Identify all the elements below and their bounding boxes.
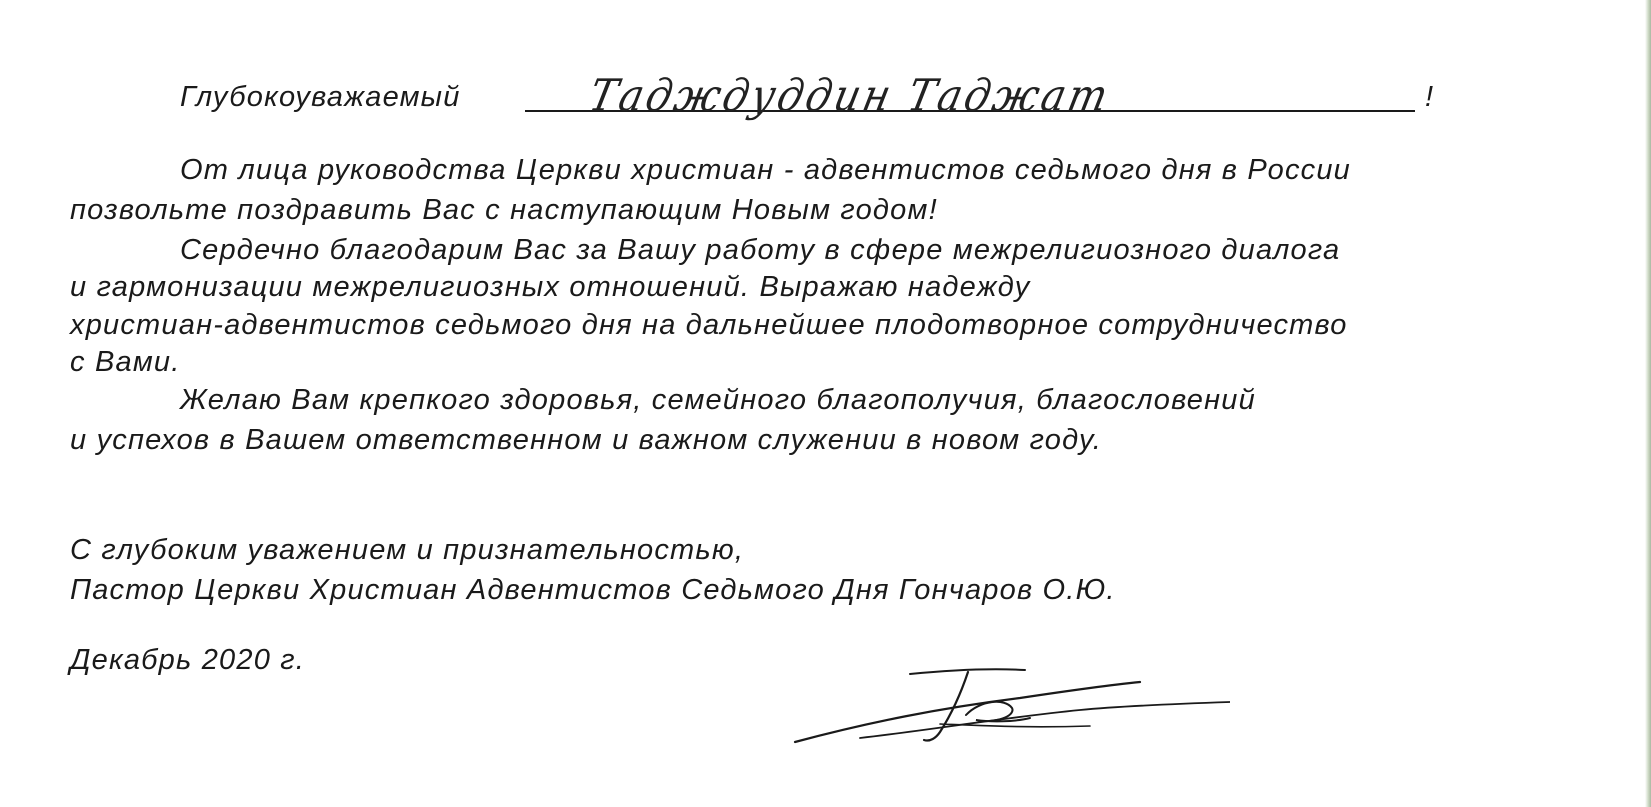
- body-line-3: Сердечно благодарим Вас за Вашу работу в сфере межрелигиозного диалога: [180, 234, 1341, 266]
- salutation-word: Глубокоуважаемый: [180, 81, 461, 113]
- salutation-exclamation: !: [1425, 81, 1434, 113]
- body-line-8: и успехов в Вашем ответственном и важном служении в новом году.: [70, 424, 1103, 456]
- scan-edge: [1645, 0, 1651, 807]
- body-line-4: и гармонизации межрелигиозных отношений. Выражаю надежду: [70, 271, 1031, 303]
- salutation-row: [180, 70, 1440, 140]
- closing-date: Декабрь 2020 г.: [70, 644, 306, 676]
- handwritten-signature: [790, 660, 1230, 755]
- closing-signatory: Пастор Церкви Христиан Адвентистов Седьмого Дня Гончаров О.Ю.: [70, 574, 1116, 606]
- body-line-1: От лица руководства Церкви христиан - адвентистов седьмого дня в России: [180, 154, 1352, 186]
- body-line-6: с Вами.: [70, 346, 181, 378]
- handwritten-recipient-name: Тадждуддин Таджат: [584, 70, 1115, 122]
- body-line-5: христиан-адвентистов седьмого дня на дальнейшее плодотворное сотрудничество: [70, 309, 1348, 341]
- body-line-2: позвольте поздравить Вас с наступающим Новым годом!: [70, 194, 938, 226]
- body-line-7: Желаю Вам крепкого здоровья, семейного благополучия, благословений: [180, 384, 1256, 416]
- closing-regards: С глубоким уважением и признательностью,: [70, 534, 745, 566]
